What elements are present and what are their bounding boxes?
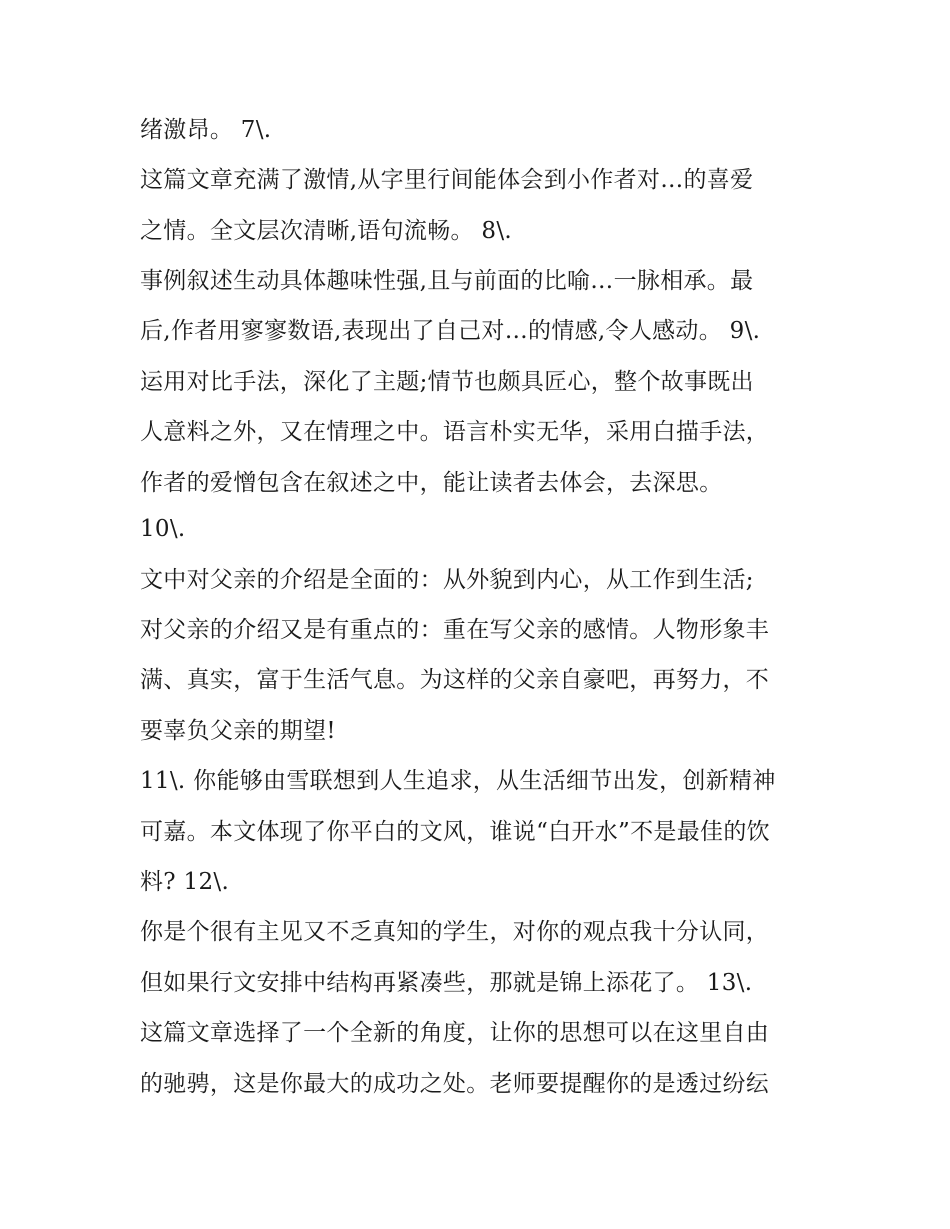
text-line: 事例叙述生动具体趣味性强,且与前面的比喻…一脉相承。最 <box>140 268 754 294</box>
text-line: 但如果行文安排中结构再紧凑些，那就是锦上添花了。 13\. <box>140 970 753 996</box>
text-line: 运用对比手法，深化了主题;情节也颇具匠心，整个故事既出 <box>140 369 754 395</box>
text-line: 绪激昂。 7\. <box>140 117 272 143</box>
text-line: 人意料之外，又在情理之中。语言朴实无华，采用白描手法， <box>140 419 770 445</box>
text-line: 之情。全文层次清晰,语句流畅。 8\. <box>140 218 513 244</box>
text-line: 这篇文章选择了一个全新的角度，让你的思想可以在这里自由 <box>140 1020 770 1046</box>
text-line: 这篇文章充满了激情,从字里行间能体会到小作者对…的喜爱 <box>140 167 754 193</box>
text-line: 你是个很有主见又不乏真知的学生，对你的观点我十分认同， <box>140 919 770 945</box>
text-line: 料? 12\. <box>140 869 230 895</box>
text-line: 对父亲的介绍又是有重点的：重在写父亲的感情。人物形象丰 <box>140 617 770 643</box>
text-line: 可嘉。本文体现了你平白的文风，谁说“白开水”不是最佳的饮 <box>140 819 770 845</box>
text-line: 后,作者用寥寥数语,表现出了自己对…的情感,令人感动。 9\. <box>140 318 761 344</box>
text-line: 满、真实，富于生活气息。为这样的父亲自豪吧，再努力，不 <box>140 667 770 693</box>
text-line: 作者的爱憎包含在叙述之中，能让读者去体会，去深思。 <box>140 470 723 496</box>
text-line: 要辜负父亲的期望! <box>140 718 336 744</box>
text-line: 文中对父亲的介绍是全面的：从外貌到内心，从工作到生活; <box>140 567 754 593</box>
text-line: 10\. <box>140 516 186 542</box>
text-line: 11\. 你能够由雪联想到人生追求，从生活细节出发，创新精神 <box>140 768 776 794</box>
text-line: 的驰骋，这是你最大的成功之处。老师要提醒你的是透过纷纭 <box>140 1071 770 1097</box>
